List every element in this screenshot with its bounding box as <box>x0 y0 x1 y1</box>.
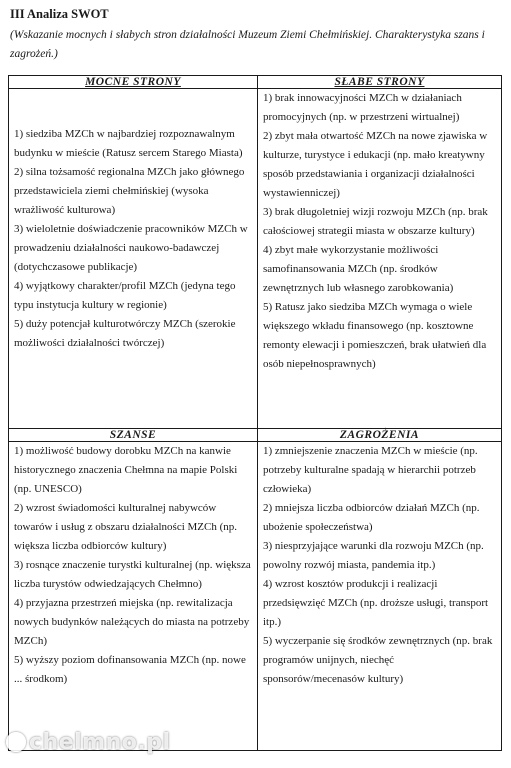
list-item: 3) rosnące znaczenie turystki kulturalnej (np. większa liczba turystów odwiedzających Chełmno) <box>14 559 251 590</box>
weaknesses-cell <box>257 89 501 429</box>
strengths-header: MOCNE STRONY <box>9 76 258 89</box>
list-item: 2) silna tożsamość regionalna MZCh jako głównego przedstawiciela ziemi chełmińskiej (wysoka wrażliwość kulturowa) <box>14 166 245 216</box>
list-item: 4) wzrost kosztów produkcji i realizacji przedsięwzięć MZCh (np. droższe usługi, transport itp.) <box>262 578 489 628</box>
list-item: 5) wyższy poziom dofinansowania MZCh (np. nowe ... środkom) <box>14 654 246 685</box>
list-item: 3) brak długoletniej wizji rozwoju MZCh (np. brak całościowej strategii miasta w obszarze kultury) <box>262 206 488 237</box>
opportunities-list <box>9 442 257 689</box>
opportunities-cell <box>9 442 258 751</box>
list-item: 2) mniejsza liczba odbiorców działań MZCh (np. ubożenie społeczeństwa) <box>262 502 480 533</box>
strengths-list <box>9 89 257 353</box>
watermark-text: chelmno.pl <box>29 730 171 755</box>
list-item: 3) wieloletnie doświadczenie pracowników MZCh w prowadzeniu działalności naukowo-badawczej (dotychczasowe publikacje) <box>14 223 248 273</box>
list-item: 1) brak innowacyjności MZCh w działaniach promocyjnych (np. w przestrzeni wirtualnej) <box>262 92 462 123</box>
list-item: 5) Ratusz jako siedziba MZCh wymaga o wiele większego wkładu finansowego (np. kosztowne remonty elewacji i pomieszczeń, brak ułatwień dla osób niepełnosprawnych) <box>262 301 487 370</box>
list-item: 4) wyjątkowy charakter/profil MZCh (jedyna tego typu instytucja kultury w regionie) <box>14 280 236 311</box>
list-item: 2) wzrost świadomości kulturalnej nabywców towarów i usług z obszaru działalności MZCh (np. większa liczba odbiorców kultury) <box>14 502 238 552</box>
list-item: 4) zbyt małe wykorzystanie możliwości samofinansowania MZCh (np. środków zewnętrznych lub własnego zarobkowania) <box>262 244 454 294</box>
table-row <box>9 76 502 89</box>
table-row <box>9 429 502 442</box>
list-item: 1) możliwość budowy dorobku MZCh na kanwie historycznego znaczenia Chełmna na mapie Polski (np. UNESCO) <box>14 445 238 495</box>
weaknesses-header: SŁABE STRONY <box>257 76 501 89</box>
list-item: 4) przyjazna przestrzeń miejska (np. rewitalizacja nowych budynków należących do miasta na potrzeby MZCh) <box>14 597 250 647</box>
list-item: 2) zbyt mała otwartość MZCh na nowe zjawiska w kulturze, turystyce i edukacji (np. mało kreatywny sposób przedstawiania i organizacji działalności wystawienniczej) <box>262 130 488 199</box>
threats-header: ZAGROŻENIA <box>257 429 501 442</box>
section-intro: (Wskazanie mocnych i słabych stron działalności Muzeum Ziemi Chełmińskiej. Charakterystyka szans i zagrożeń.) <box>10 29 485 60</box>
table-row <box>9 442 502 751</box>
site-watermark <box>6 730 171 755</box>
swot-table <box>8 75 502 751</box>
watermark-logo-icon <box>6 732 26 752</box>
list-item: 5) duży potencjał kulturotwórczy MZCh (szerokie możliwości działalności twórczej) <box>14 318 236 349</box>
table-row <box>9 89 502 429</box>
threats-list <box>258 442 501 689</box>
strengths-cell <box>9 89 258 429</box>
list-item: 1) zmniejszenie znaczenia MZCh w mieście (np. potrzeby kulturalne spadają w hierarchii potrzeb człowieka) <box>262 445 478 495</box>
opportunities-header: SZANSE <box>9 429 258 442</box>
threats-cell <box>257 442 501 751</box>
weaknesses-list <box>258 89 501 374</box>
list-item: 3) niesprzyjające warunki dla rozwoju MZCh (np. powolny rozwój miasta, pandemia itp.) <box>262 540 484 571</box>
list-item: 1) siedziba MZCh w najbardziej rozpoznawalnym budynku w mieście (Ratusz sercem Starego Miasta) <box>14 128 243 159</box>
section-heading: III Analiza SWOT <box>10 7 109 21</box>
list-item: 5) wyczerpanie się środków zewnętrznych (np. brak programów unijnych, niechęć sponsorów/mecenasów kultury) <box>262 635 493 685</box>
